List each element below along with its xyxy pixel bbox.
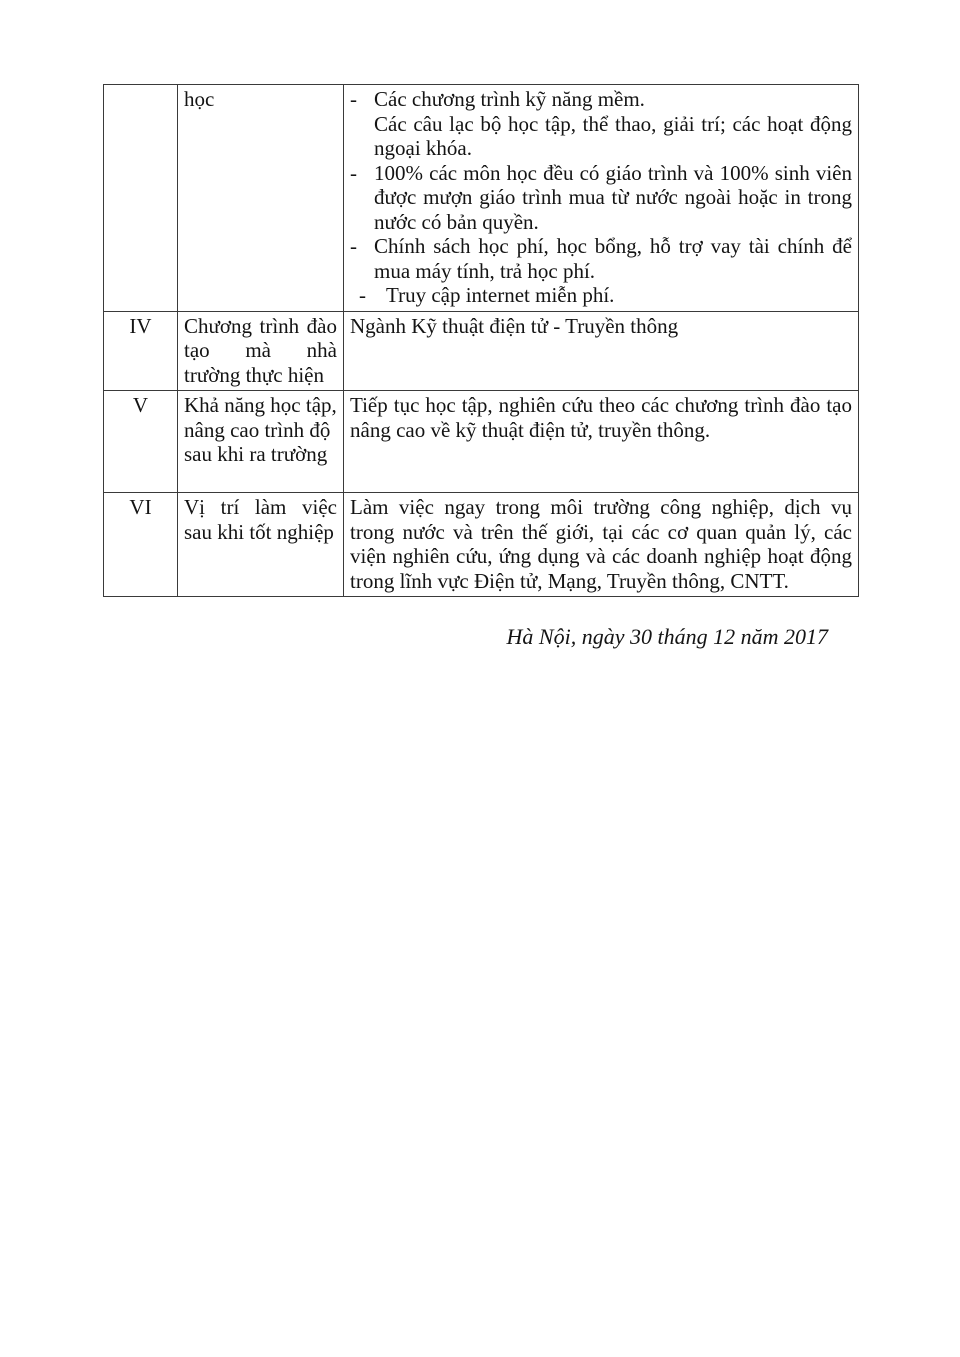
- bullet-paragraph: Chính sách học phí, học bổng, hỗ trợ vay tài chính để mua máy tính, trả học phí.: [374, 234, 852, 283]
- row-content-cell: Làm việc ngay trong môi trường công nghiệp, dịch vụ trong nước và trên thế giới, tại các cơ quan quản lý, các viện nghiên cứu, ứng dụng và các doanh nghiệp hoạt động trong lĩnh vực Điện tử, Mạng, Truyền thông, CNTT.: [344, 493, 859, 597]
- row-topic-cell: Khả năng học tập, nâng cao trình độ sau khi ra trường: [178, 391, 344, 493]
- row-topic-cell: học: [178, 85, 344, 312]
- bullet-dash: -: [350, 87, 357, 111]
- table-row-vi: [104, 493, 859, 597]
- bullet-item: [350, 283, 852, 308]
- row-topic-cell: Chương trình đào tạo mà nhà trường thực hiện: [178, 311, 344, 391]
- table-row-v: [104, 391, 859, 493]
- bullet-item: [350, 87, 852, 161]
- row-number-cell: IV: [104, 311, 178, 391]
- bullet-paragraph: Truy cập internet miễn phí.: [386, 283, 615, 307]
- row-number-cell: VI: [104, 493, 178, 597]
- bullet-dash: -: [350, 160, 357, 185]
- bullet-item: [350, 234, 852, 283]
- bullet-dash: -: [359, 283, 366, 307]
- bullet-paragraph: Các chương trình kỹ năng mềm.: [374, 87, 645, 111]
- table-row-continuation: [104, 85, 859, 312]
- row-content-cell: Ngành Kỹ thuật điện tử - Truyền thông: [344, 311, 859, 391]
- row-topic-cell: Vị trí làm việc sau khi tốt nghiệp: [178, 493, 344, 597]
- bullet-paragraph: Các câu lạc bộ học tập, thể thao, giải trí; các hoạt động ngoại khóa.: [374, 111, 852, 160]
- table-row-iv: [104, 311, 859, 391]
- date-line: Hà Nội, ngày 30 tháng 12 năm 2017: [506, 624, 828, 649]
- row-content-cell: [344, 85, 859, 312]
- bullet-dash: -: [350, 234, 357, 258]
- row-content-cell: Tiếp tục học tập, nghiên cứu theo các chương trình đào tạo nâng cao về kỹ thuật điện tử, truyền thông.: [344, 391, 859, 493]
- row-number-cell: V: [104, 391, 178, 493]
- row-number-cell: [104, 85, 178, 312]
- bullet-item: [350, 161, 852, 235]
- info-table: [103, 84, 859, 597]
- bullet-paragraph: 100% các môn học đều có giáo trình và 100% sinh viên được mượn giáo trình mua từ nước ngoài hoặc in trong nước có bản quyền.: [374, 160, 852, 234]
